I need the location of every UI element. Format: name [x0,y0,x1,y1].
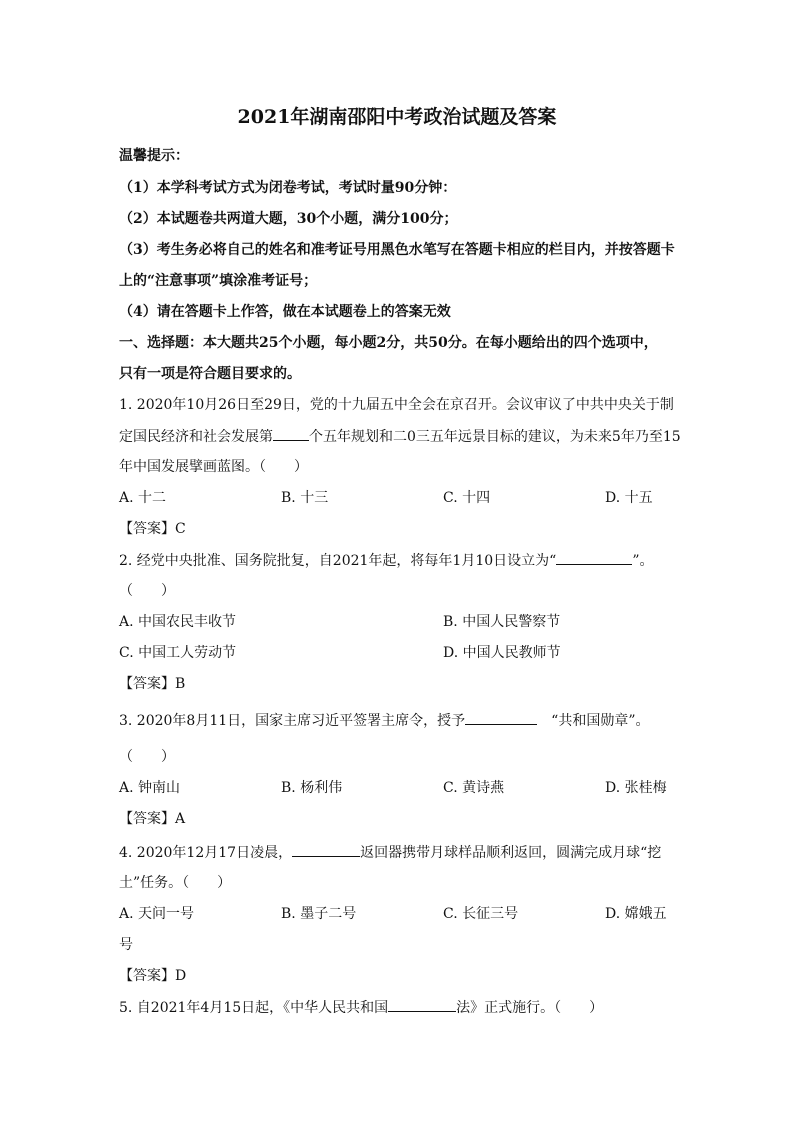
question-2-line: （ ） [119,583,175,599]
fill-blank [388,997,456,1012]
notice-heading: 温馨提示： [119,148,189,164]
option-a: A. 天问一号 [119,906,195,922]
fill-blank [465,710,537,725]
question-4-line: 土”任务。（ ） [119,875,232,891]
option-d: D. 十五 [605,490,653,506]
option-a: A. 钟南山 [119,780,181,796]
fill-blank [273,426,309,441]
page-title: 2021年湖南邵阳中考政治试题及答案 [237,106,557,128]
option-c: C. 黄诗燕 [443,780,505,796]
question-text: “共和国勋章”。 [551,713,650,729]
option-c: C. 十四 [443,490,491,506]
question-text: ”。 [632,553,654,569]
notice-item: （3）考生务必将自己的姓名和准考证号用黑色水笔写在答题卡相应的栏目内，并按答题卡 [119,242,675,258]
option-d: D. 张桂梅 [605,780,667,796]
question-text: 返回器携带月球样品顺利返回，圆满完成月球“挖 [360,845,662,861]
notice-item: 上的“注意事项”填涂准考证号； [119,273,318,289]
question-text: 法》正式施行。（ ） [456,1000,604,1016]
notice-item: （1）本学科考试方式为闭卷考试，考试时量90分钟： [119,180,457,196]
notice-item: （2）本试题卷共两道大题，30个小题，满分100分； [119,211,458,227]
question-1-line [119,426,681,447]
question-3-line [119,710,650,731]
question-1-line: 1. 2020年10月26日至29日，党的十九届五中全会在京召开。会议审议了中共中央关于制 [119,397,674,413]
question-4-line [119,842,661,863]
option-b: B. 墨子二号 [281,906,357,922]
answer-label: 【答案】D [119,968,187,984]
question-text: 个五年规划和二0三五年远景目标的建议，为未来5年乃至15 [309,429,681,445]
section-heading: 一、选择题：本大题共25个小题，每小题2分，共50分。在每小题给出的四个选项中， [119,335,658,351]
question-2-line [119,550,654,571]
question-5-line [119,997,603,1018]
answer-label: 【答案】B [119,676,186,692]
option-d: D. 中国人民教师节 [443,645,561,661]
fill-blank [292,842,360,857]
question-text: 5. 自2021年4月15日起，《中华人民共和国 [119,1000,389,1016]
option-a: A. 中国农民丰收节 [119,614,237,630]
option-d-wrap: 号 [119,937,133,953]
fill-blank [556,550,632,565]
answer-label: 【答案】C [119,521,186,537]
option-d: D. 嫦娥五 [605,906,667,922]
option-b: B. 杨利伟 [281,780,343,796]
answer-label: 【答案】A [119,811,186,827]
option-b: B. 十三 [281,490,329,506]
question-text: 4. 2020年12月17日凌晨， [119,845,293,861]
question-text: 3. 2020年8月11日，国家主席习近平签署主席令，授予 [119,713,466,729]
option-c: C. 长征三号 [443,906,519,922]
question-text: 定国民经济和社会发展第 [119,429,273,445]
option-a: A. 十二 [119,490,167,506]
option-c: C. 中国工人劳动节 [119,645,237,661]
question-3-line: （ ） [119,749,175,765]
question-text: 2. 经党中央批准、国务院批复，自2021年起，将每年1月10日设立为“ [119,553,557,569]
notice-item: （4）请在答题卡上作答，做在本试题卷上的答案无效 [119,304,451,320]
option-b: B. 中国人民警察节 [443,614,561,630]
section-heading-cont: 只有一项是符合题目要求的。 [119,366,301,382]
question-1-line: 年中国发展擘画蓝图。（ ） [119,459,308,475]
